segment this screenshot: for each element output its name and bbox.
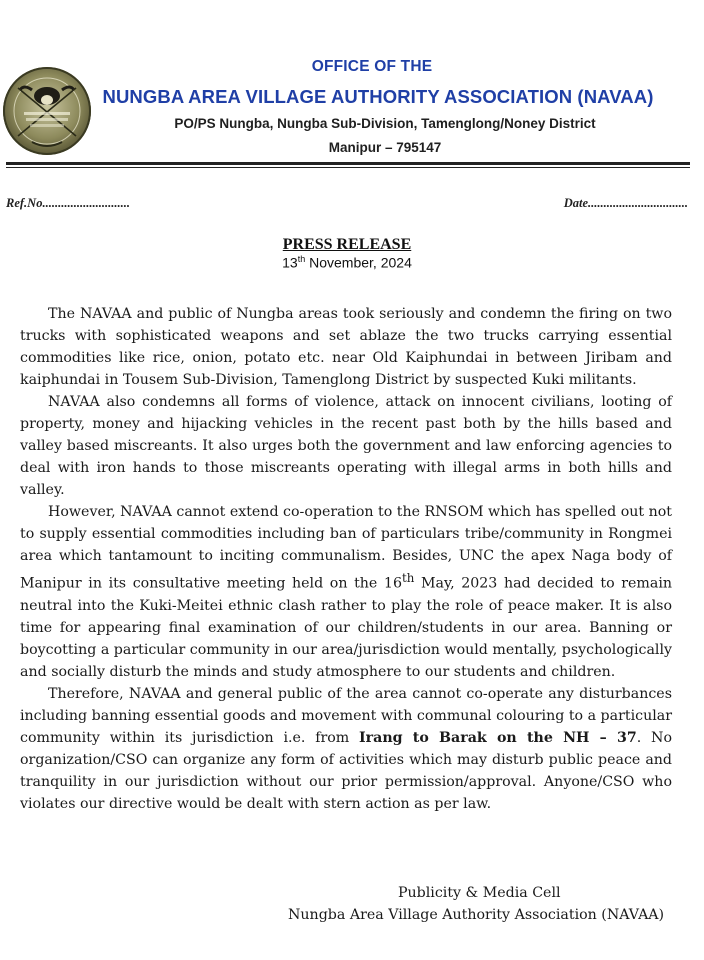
date-field: Date................................	[563, 196, 688, 210]
letterhead-divider-thin	[6, 167, 690, 168]
paragraph-2: NAVAA also condemns all forms of violence, attack on innocent civilians, looting of property, money and hijacking vehicles in the recent past both by the hills based and valley based miscreants. It also urges both the government and law enforcing agencies to deal with iron hands to those miscreants operating with illegal arms in both hills and valley.	[20, 394, 672, 498]
paragraph-1: The NAVAA and public of Nungba areas took seriously and condemn the firing on two trucks with sophisticated weapons and set ablaze the two trucks carrying essential commodities like rice, onion, potato etc. near Old Kaiphundai in between Jiribam and kaiphundai in Tousem Sub-Division, Tamenglong District by suspected Kuki militants.	[20, 306, 672, 388]
office-of-heading: OFFICE OF THE	[311, 58, 433, 75]
paragraph-3	[20, 501, 672, 683]
press-release-body	[20, 303, 672, 815]
paragraph-3-superscript: th	[402, 571, 415, 585]
paragraph-4-highlight: Irang to Barak on the NH – 37	[359, 729, 637, 746]
signature-organization: Nungba Area Village Authority Association (NAVAA)	[288, 907, 665, 923]
letterhead-divider-thick	[6, 162, 690, 165]
signature-cell: Publicity & Media Cell	[398, 885, 561, 901]
date-month-year: November, 2024	[305, 254, 412, 271]
press-release-title: PRESS RELEASE	[282, 236, 412, 253]
paragraph-4	[20, 683, 672, 815]
navaa-emblem-logo	[2, 66, 92, 156]
state-pincode: Manipur – 795147	[328, 140, 442, 155]
paragraph-3-part-b: May, 2023 had decided to remain neutral into the Kuki-Meitei ethnic clash rather to play the role of peace maker. It is also time for appearing final examination of our children/students in our area. Banning or boycotting a particular community in our area/jurisdiction would mentally, psychologically and socially disturb the minds and study atmosphere to our students and children.	[20, 575, 673, 680]
emblem-icon	[2, 66, 92, 156]
organization-name: NUNGBA AREA VILLAGE AUTHORITY ASSOCIATION (NAVAA)	[102, 86, 654, 107]
paragraph-4-part-a: Therefore, NAVAA and general public of the area cannot co-operate any disturbances including banning essential goods and movement with communal colouring to a particular community within its jurisdiction i.e. from	[20, 685, 672, 746]
paragraph-4-part-b: . No organization/CSO can organize any form of activities which may disturb public peace and tranquility in our jurisdiction without our prior permission/approval. Anyone/CSO who violates our directive would be dealt with stern action as per law.	[20, 729, 673, 812]
date-suffix: th	[297, 254, 306, 264]
press-release-date	[0, 254, 694, 271]
reference-number-field: Ref.No............................	[6, 196, 130, 210]
date-day: 13	[282, 254, 298, 271]
postal-address: PO/PS Nungba, Nungba Sub-Division, Tamenglong/Noney District	[174, 116, 596, 131]
paragraph-3-part-a: However, NAVAA cannot extend co-operation to the RNSOM which has spelled out not to supply essential commodities including ban of particulars tribe/community in Rongmei area which tantamount to inciting communalism. Besides, UNC the apex Naga body of Manipur in its consultative meeting held on the 16	[20, 504, 672, 592]
